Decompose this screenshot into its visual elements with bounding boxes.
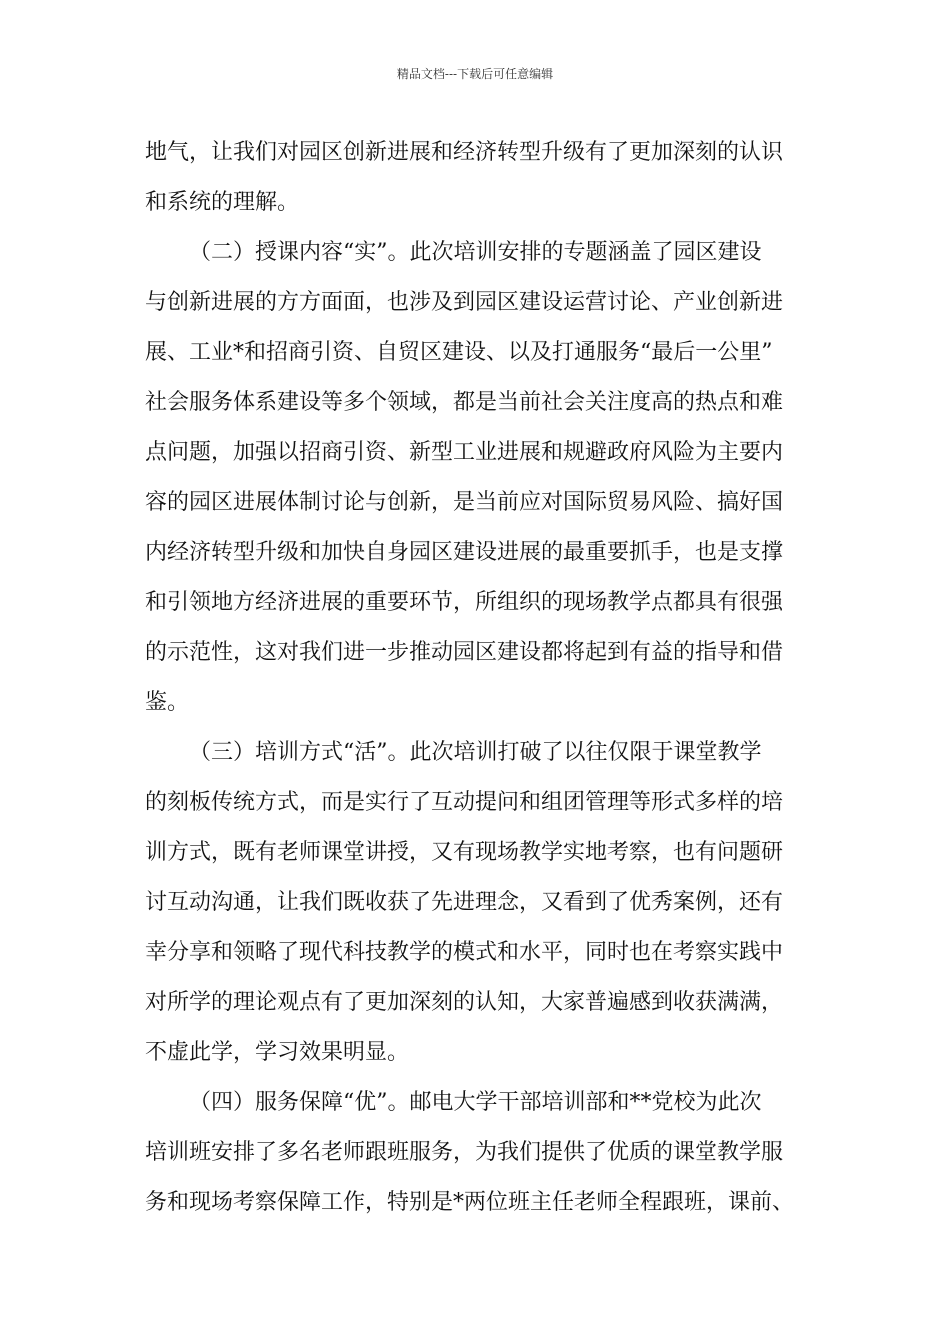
text-line: （二）授课内容“实”。此次培训安排的专题涵盖了园区建设	[189, 240, 762, 265]
text-line: 和引领地方经济进展的重要环节，所组织的现场教学点都具有很强	[145, 590, 784, 615]
text-line: 容的园区进展体制讨论与创新，是当前应对国际贸易风险、搞好国	[145, 490, 784, 515]
text-line: （三）培训方式“活”。此次培训打破了以往仅限于课堂教学	[189, 740, 762, 765]
text-line: 与创新进展的方方面面，也涉及到园区建设运营讨论、产业创新进	[145, 290, 784, 315]
text-line: 讨互动沟通，让我们既收获了先进理念，又看到了优秀案例，还有	[145, 890, 784, 915]
text-line: 的示范性，这对我们进一步推动园区建设都将起到有益的指导和借	[145, 640, 784, 665]
page-header: 精品文档---下载后可任意编辑	[396, 67, 554, 81]
text-line: 展、工业*和招商引资、自贸区建设、以及打通服务“最后一公里”	[145, 340, 773, 365]
text-line: 对所学的理论观点有了更加深刻的认知，大家普遍感到收获满满，	[145, 990, 784, 1015]
text-line: （四）服务保障“优”。邮电大学干部培训部和**党校为此次	[189, 1090, 762, 1115]
paragraph	[145, 728, 810, 1078]
text-line: 鉴。	[145, 690, 190, 715]
text-line: 内经济转型升级和加快自身园区建设进展的最重要抓手，也是支撑	[145, 540, 784, 565]
paragraph	[145, 128, 810, 228]
text-line: 地气，让我们对园区创新进展和经济转型升级有了更加深刻的认识	[145, 140, 784, 165]
document-body	[145, 128, 810, 1228]
text-line: 训方式，既有老师课堂讲授，又有现场教学实地考察，也有问题研	[145, 840, 784, 865]
paragraph	[145, 228, 810, 728]
text-line: 务和现场考察保障工作，特别是*两位班主任老师全程跟班，课前、	[145, 1190, 795, 1215]
text-line: 培训班安排了多名老师跟班服务，为我们提供了优质的课堂教学服	[145, 1140, 784, 1165]
text-line: 和系统的理解。	[145, 190, 300, 215]
text-line: 点问题，加强以招商引资、新型工业进展和规避政府风险为主要内	[145, 440, 784, 465]
text-line: 幸分享和领略了现代科技教学的模式和水平，同时也在考察实践中	[145, 940, 784, 965]
text-line: 的刻板传统方式，而是实行了互动提问和组团管理等形式多样的培	[145, 790, 784, 815]
paragraph	[145, 1078, 810, 1228]
text-line: 不虚此学，学习效果明显。	[145, 1040, 410, 1065]
text-line: 社会服务体系建设等多个领域，都是当前社会关注度高的热点和难	[145, 390, 784, 415]
